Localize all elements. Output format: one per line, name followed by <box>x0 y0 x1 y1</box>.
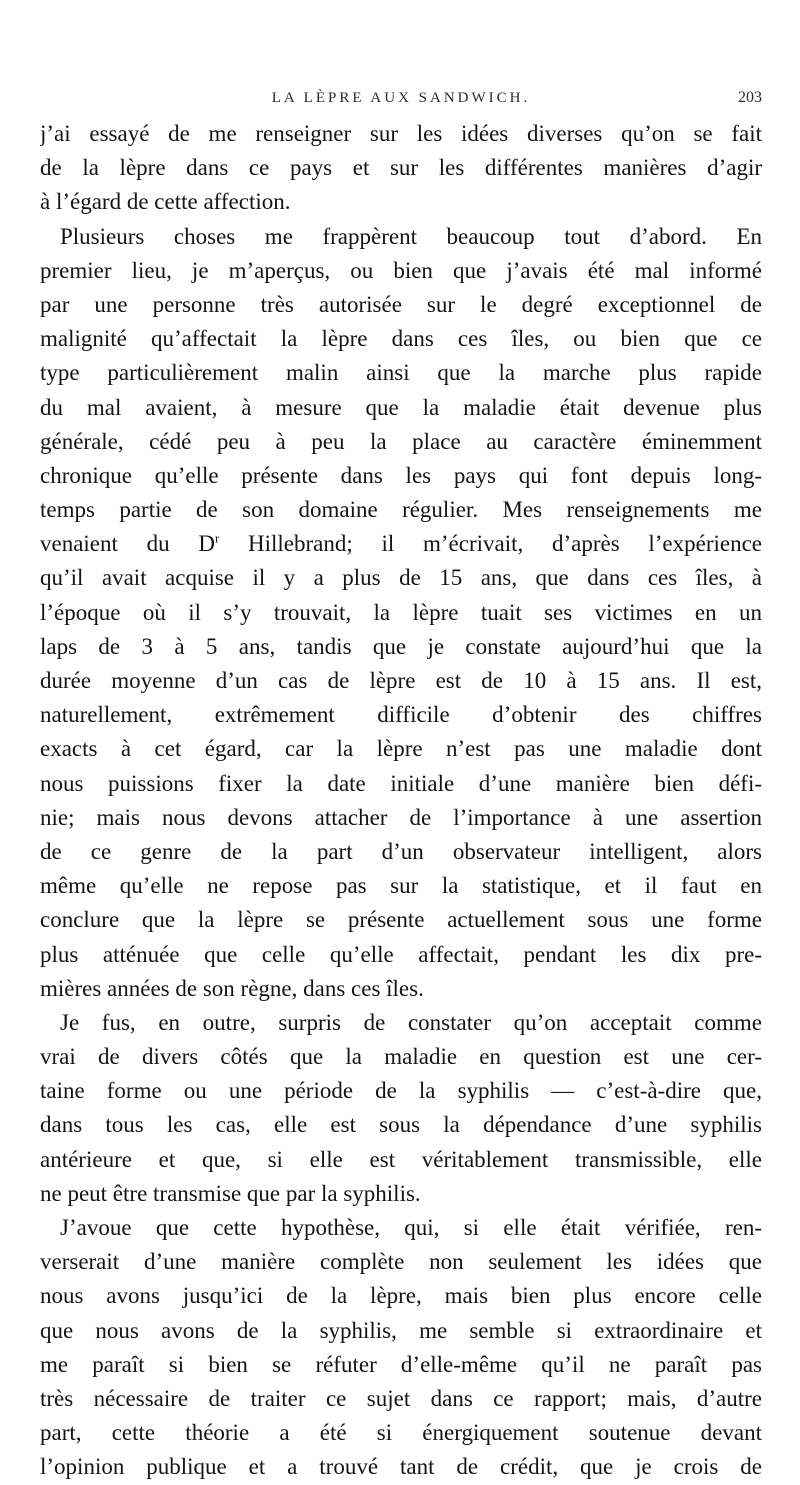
text-line: même qu’elle ne repose pas sur la statistique, et il faut en <box>40 873 762 899</box>
running-head <box>40 86 762 110</box>
text-line: laps de 3 à 5 ans, tandis que je constate aujourd’hui que la <box>40 633 762 659</box>
text-line: temps partie de son domaine régulier. Mes renseignements me <box>40 497 762 523</box>
text-line: antérieure et que, si elle est véritablement transmissible, elle <box>40 1146 762 1172</box>
text-line: verserait d’une manière complète non seulement les idées que <box>40 1249 762 1275</box>
text-line: Je fus, en outre, surpris de constater qu’on acceptait comme <box>60 1009 762 1035</box>
text-line: plus atténuée que celle qu’elle affectait, pendant les dix pre- <box>40 941 762 967</box>
text-line: à l’égard de cette affection. <box>40 189 291 215</box>
text-line: Plusieurs choses me frappèrent beaucoup tout d’abord. En <box>60 223 762 249</box>
text-line: type particulièrement malin ainsi que la marche plus rapide <box>40 360 762 386</box>
text-line: très nécessaire de traiter ce sujet dans ce rapport; mais, d’autre <box>40 1385 762 1411</box>
text-line-rest: Hillebrand; il m’écrivait, d’après l’expérience <box>219 531 762 557</box>
doctor-abbreviation-superscript: r <box>214 530 220 546</box>
text-line: vrai de divers côtés que la maladie en question est une cer- <box>40 1044 762 1070</box>
text-line: ne peut être transmise que par la syphilis. <box>40 1180 421 1206</box>
text-line: l’époque où il s’y trouvait, la lèpre tuait ses victimes en un <box>40 599 762 625</box>
text-line: chronique qu’elle présente dans les pays qui font depuis long- <box>40 462 762 488</box>
text-line: générale, cédé peu à peu la place au caractère éminemment <box>40 428 762 454</box>
text-line <box>40 527 762 561</box>
text-line: me paraît si bien se réfuter d’elle-même qu’il ne paraît pas <box>40 1351 762 1377</box>
text-line: j’ai essayé de me renseigner sur les idées diverses qu’on se fait <box>40 121 762 146</box>
text-line: nous puissions fixer la date initiale d’une manière bien défi- <box>40 770 762 796</box>
text-line: de ce genre de la part d’un observateur intelligent, alors <box>40 838 762 864</box>
text-line: l’opinion publique et a trouvé tant de crédit, que je crois de <box>40 1454 762 1480</box>
text-line: dans tous les cas, elle est sous la dépendance d’une syphilis <box>40 1112 762 1138</box>
text-line: du mal avaient, à mesure que la maladie était devenue plus <box>40 394 762 420</box>
text-line: mières années de son règne, dans ces îles. <box>40 975 424 1001</box>
running-title: LA LÈPRE AUX SANDWICH. <box>271 90 531 106</box>
text-line: par une personne très autorisée sur le degré exceptionnel de <box>40 291 762 317</box>
text-line: qu’il avait acquise il y a plus de 15 ans, que dans ces îles, à <box>40 565 762 591</box>
text-line: J’avoue que cette hypothèse, qui, si elle était vérifiée, ren- <box>60 1215 762 1240</box>
text-line: exacts à cet égard, car la lèpre n’est pas une maladie dont <box>40 736 762 762</box>
text-line: que nous avons de la syphilis, me semble si extraordinaire et <box>40 1317 762 1343</box>
text-line: durée moyenne d’un cas de lèpre est de 10 à 15 ans. Il est, <box>40 668 762 693</box>
body-text <box>40 117 762 1485</box>
page-number: 203 <box>738 89 762 106</box>
text-line: nous avons jusqu’ici de la lèpre, mais bien plus encore celle <box>40 1283 762 1309</box>
text-line: part, cette théorie a été si énergiquement soutenue devant <box>40 1420 762 1446</box>
text-line: nie; mais nous devons attacher de l’importance à une assertion <box>40 804 762 830</box>
text-line: taine forme ou une période de la syphilis — c’est-à-dire que, <box>40 1078 762 1104</box>
text-line: de la lèpre dans ce pays et sur les différentes manières d’agir <box>40 155 762 181</box>
text-line-start: venaient du D <box>40 531 215 557</box>
text-line: premier lieu, je m’aperçus, ou bien que j’avais été mal informé <box>40 257 762 283</box>
text-line: naturellement, extrêmement difficile d’obtenir des chiffres <box>40 702 762 728</box>
text-line: malignité qu’affectait la lèpre dans ces îles, ou bien que ce <box>40 326 762 352</box>
text-line: conclure que la lèpre se présente actuellement sous une forme <box>40 907 762 933</box>
